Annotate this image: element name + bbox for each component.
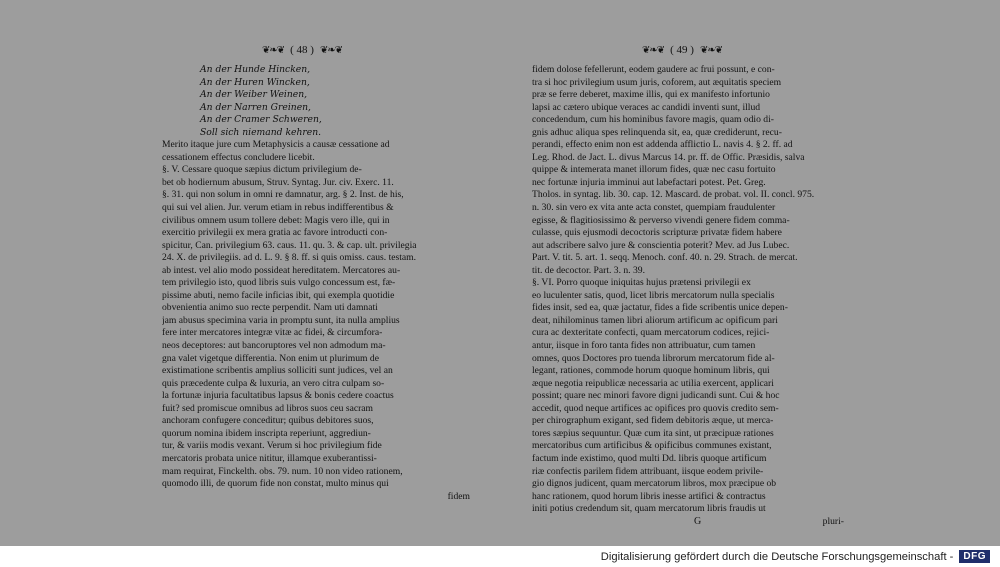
text-line: gna valet vigetque differentia. Non enim ut plurimum de: [162, 352, 379, 364]
verse-line: Soll sich niemand kehren.: [200, 126, 322, 138]
text-line: concedendum, cum his hominibus favore magis, quam odio di-: [532, 114, 774, 126]
text-line: egisse, & flagitiosissimo & perverso vivendi genere fidem comma-: [532, 214, 790, 226]
text-line: jam abusus specimina varia in promptu sunt, ita nulla amplius: [162, 314, 400, 326]
text-line: antur, iisque in foro tanta fides non attribuatur, cum tamen: [532, 340, 756, 352]
text-line: ab intest. vel alio modo possideat hereditatem. Mercatores au-: [162, 264, 401, 276]
funding-attribution: Digitalisierung gefördert durch die Deutsche Forschungsgemeinschaft -: [600, 550, 954, 563]
text-line: per chirographum exigant, sed fidem debitoris æque, ut merca-: [532, 415, 774, 427]
text-line: spicitur, Can. privilegium 63. caus. 11. qu. 3. & cap. ult. privilegia: [162, 239, 417, 251]
verse-line: An der Narren Greinen,: [200, 101, 311, 113]
text-line: Tholos. in syntag. lib. 30. cap. 12. Mascard. de probat. vol. II. concl. 975.: [532, 189, 815, 201]
dfg-logo[interactable]: DFG: [959, 550, 990, 563]
catchword: pluri-: [822, 515, 844, 527]
catchword: fidem: [447, 490, 470, 502]
right-page-header: [642, 44, 722, 56]
text-line: aut adscribere salvo jure & conscientia poterit? Mev. ad Jus Lubec.: [532, 239, 790, 251]
text-line: accedit, quod neque artifices ac opifices pro quovis credito sem-: [532, 402, 779, 414]
page-number: ( 49 ): [670, 44, 694, 56]
text-line: la fortunæ injuria facultatibus lapsus & bonis cedere coactus: [162, 390, 394, 402]
header-ornament-icon: ❦❧❦: [642, 44, 665, 56]
verse-line: An der Weiber Weinen,: [200, 89, 308, 101]
text-line: eo luculenter satis, quod, licet libris mercatorum nulla specialis: [532, 289, 775, 301]
text-line: cura ac dexteritate confecti, quam mercatorum codices, rejici-: [532, 327, 770, 339]
verse-line: An der Cramer Schweren,: [200, 114, 322, 126]
attribution-footer: [0, 546, 1000, 567]
text-line: lapsi ac cætero ubique veraces ac candidi inventi sunt, illud: [532, 101, 761, 113]
text-line: §. VI. Porro quoque iniquitas hujus prætensi privilegii ex: [532, 277, 751, 289]
left-page-body: [162, 64, 480, 503]
text-line: nec fortunæ injuria imminui aut labefactari potest. Pet. Greg.: [532, 176, 766, 188]
verse-line: An der Hunde Hincken,: [200, 64, 311, 75]
text-line: n. 30. sin vero ex vita ante acta constet, quempiam fraudulenter: [532, 202, 776, 214]
text-line: tem privilegio isto, quod libris suis vulgo concessum est, fæ-: [162, 277, 396, 289]
text-line: hanc rationem, quod horum libris inesse artifici & contractus: [532, 490, 766, 502]
text-line: quomodo illi, de quorum fide non constat, multo minus qui: [162, 478, 389, 490]
header-ornament-icon: ❦❧❦: [262, 44, 285, 56]
text-line: tores sæpius sequuntur. Quæ cum ita sint, ut præcipuæ rationes: [532, 427, 774, 439]
text-line: fere inter mercatores integræ vitæ ac fidei, & circumfora-: [162, 327, 383, 339]
text-line: cessationem effectus concludere licebit.: [162, 151, 315, 163]
text-line: fidem dolose fefellerunt, eodem gaudere ac frui possunt, e con-: [532, 64, 775, 75]
text-line: anchoram confugere conceditur; quibus debitores suos,: [162, 415, 374, 427]
text-line: factum inde existimo, quod multi Dd. libris quoque artificum: [532, 452, 767, 464]
text-line: mam requirat, Finckelth. obs. 79. num. 10 non video rationem,: [162, 465, 403, 477]
text-line: quorum nomina ibidem inscripta reperiunt, aggrediun-: [162, 427, 371, 439]
text-line: quis præcedente culpa & luxuria, an vero citra culpam so-: [162, 377, 385, 389]
text-line: bet ob hodiernum abusum, Struv. Syntag. Jur. civ. Exerc. 11.: [162, 176, 394, 188]
text-line: Merito itaque jure cum Metaphysicis a causæ cessatione ad: [162, 139, 390, 151]
left-page-header: [262, 44, 342, 56]
verse-line: An der Huren Wincken,: [200, 76, 310, 88]
text-line: tur, & variis modis vexant. Verum si hoc privilegium fide: [162, 440, 382, 452]
text-line: omnes, quos Doctores pro tuenda librorum mercatorum fide al-: [532, 352, 775, 364]
text-line: Part. V. tit. 5. art. 1. seqq. Menoch. conf. 40. n. 29. Strach. de mercat.: [532, 252, 798, 264]
text-line: gnis adhuc aliqua spes relinquenda sit, ea, quæ crediderunt, recu-: [532, 126, 782, 138]
header-ornament-icon: ❦❧❦: [699, 44, 723, 56]
text-line: §. V. Cessare quoque sæpius dictum privilegium de-: [162, 164, 362, 176]
text-line: obvenientia animo suo recte perpendit. Nam uti damnati: [162, 302, 378, 314]
text-line: civilibus omnem usum tollere debet: Magis vero ille, qui in: [162, 214, 390, 226]
text-line: fuit? sed promiscue omnibus ad libros suos ceu sacram: [162, 402, 374, 414]
catchword-line: [162, 491, 480, 504]
text-line: existimatione scribentis amplius solliciti sunt judices, vel an: [162, 365, 393, 377]
text-line: fides insit, sed ea, quæ jactatur, fides a fide scribentis unice depen-: [532, 302, 788, 314]
text-line: qui sui vel alien. Jur. verum etiam in rebus indifferentibus &: [162, 202, 394, 214]
text-line: mercatoribus cum artificibus & opificibus communes existant,: [532, 440, 772, 452]
signature-line: [532, 516, 854, 529]
text-line: mercatoris probata unice nititur, illamque exuberantissi-: [162, 452, 377, 464]
text-line: æque negotia reipublicæ necessaria ac utilia exercent, applicari: [532, 377, 774, 389]
text-line: perandi, effecto enim non est addenda afflictio L. navis 4. § 2. ff. ad: [532, 139, 793, 151]
signature-mark: G: [694, 515, 702, 527]
text-line: riæ confectis parilem fidem attribuant, iisque eodem privile-: [532, 465, 764, 477]
text-line: quippe & intemerata manet illorum fides, quæ nec casu fortuito: [532, 164, 776, 176]
text-line: possint; quare nec minori favore digni judicandi sunt. Cui & hoc: [532, 390, 780, 402]
text-line: 24. X. de privilegiis. ad d. L. 9. § 8. ff. si quis omiss. caus. testam.: [162, 252, 417, 264]
text-line: pissime abuti, nemo facile inficias ibit, qui exempla quotidie: [162, 289, 395, 301]
text-line: legant, rationes, commode horum quoque hominum libris, qui: [532, 365, 770, 377]
text-line: Leg. Rhod. de Jact. L. divus Marcus 14. pr. ff. de Offic. Præsidis, salva: [532, 151, 805, 163]
text-line: neos deceptores: aut bancoruptores vel non admodum ma-: [162, 340, 386, 352]
text-line: initi potius credendum sit, quam mercatorum libris fraudis ut: [532, 503, 766, 515]
text-line: deat, nihilominus tamen libri aliorum artificum ac opificum pari: [532, 314, 778, 326]
text-line: tit. de decoctor. Part. 3. n. 39.: [532, 264, 645, 276]
text-line: gio dignos judicent, quam mercatorum libros, mox præcipue ob: [532, 478, 777, 490]
page-number: ( 48 ): [290, 44, 314, 56]
text-line: exercitio privilegii ex mera gratia ac favore introducti con-: [162, 227, 388, 239]
header-ornament-icon: ❦❧❦: [319, 44, 343, 56]
text-line: culasse, quis ejusmodi decoctoris scripturæ privatæ fidem habere: [532, 227, 782, 239]
text-line: tra si hoc privilegium usum juris, coforem, aut æquitatis speciem: [532, 76, 782, 88]
text-line: §. 31. qui non solum in omni re damnatur, arg. § 2. Inst. de his,: [162, 189, 404, 201]
text-line: præ se ferre deberet, maxime illis, qui ex manifesto infortunio: [532, 89, 770, 101]
right-page-body: [532, 64, 854, 528]
